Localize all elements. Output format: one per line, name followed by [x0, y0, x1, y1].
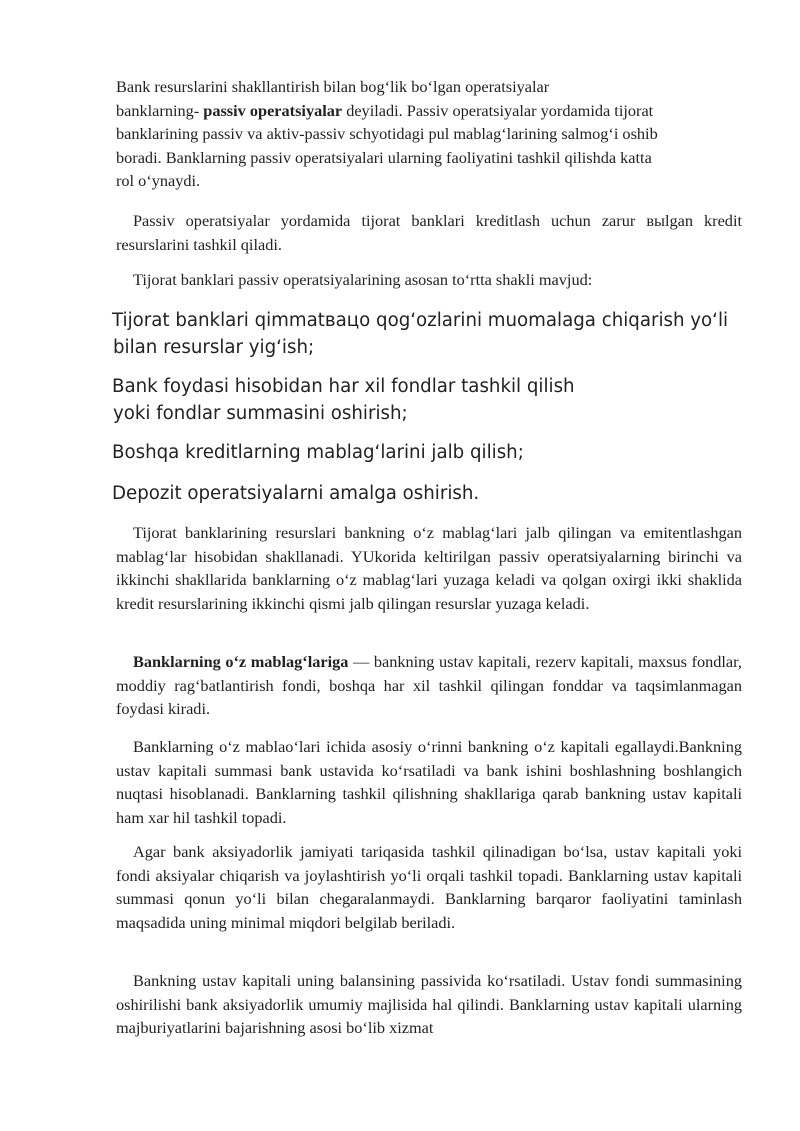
intro-line-5: rol oʻynaydi. [116, 171, 201, 190]
paragraph-own-funds [116, 650, 742, 721]
paragraph-four-forms: Tijorat banklari passiv operatsiyalarining asosan toʻrtta shakli mavjud: [133, 270, 593, 289]
paragraph-balance-passive: Bankning ustav kapitali uning balansining passivida koʻrsatiladi. Ustav fondi summasining oshirilishi bank aksiyadorlik umumiy majlisida hal qilindi. Banklarning ustav kapitali ularning majburiyatlarini bajarishning asosi boʻlib xizmat [116, 971, 742, 1037]
intro-line-2-post: deyiladi. Passiv operatsiyalar yordamida tijorat [342, 100, 654, 120]
list-item-other-credits [89, 439, 769, 466]
list-item-text: Bank foydasi hisobidan har xil fondlar tashkil qilish [112, 376, 575, 397]
list-item-deposits [89, 480, 769, 507]
intro-line-3: banklarining passiv va aktiv-passiv schyotidagi pul mablagʻlarining salmogʻi oshib [116, 124, 658, 143]
paragraph-intro [116, 75, 742, 193]
list-item-text: Tijorat banklari qimmatвацо qogʻozlarini muomalaga chiqarish yoʻli [112, 310, 729, 331]
list-item-text-cont: yoki fondlar summasini oshirish; [113, 403, 408, 424]
intro-line-2 [116, 99, 742, 123]
list-item-text: Depozit operatsiyalarni amalga oshirish. [112, 483, 480, 504]
own-funds-definition: — bankning ustav kapitali, rezerv kapitali, maxsus fondlar, moddiy ragʻbatlantirish fondi, boshqa har xil tashkil qilingan fonddar va taqsimlanmagan foydasi kiradi. [116, 652, 742, 718]
paragraph-credit-resources: Passiv operatsiyalar yordamida tijorat banklari kreditlash uchun zarur выlgan kredit resurslarini tashkil qiladi. [116, 211, 742, 254]
list-item-text-cont: bilan resurslar yigʻish; [113, 337, 315, 358]
paragraph-bank-resources: Tijorat banklarining resurslari bankning oʻz mablagʻlari jalb qilingan va emitentlashgan mablagʻlar hisobidan shakllanadi. YUkorida keltirilgan passiv operatsiyalarning birinchi va ikkinchi shakllarida banklarning oʻz mablagʻlari yuzaga keladi va qolgan oxirgi ikki shaklida kredit resurslarining ikkinchi qismi jalb qilingan resurslar yuzaga keladi. [116, 523, 742, 613]
paragraph-charter-capital: Banklarning oʻz mablaoʻlari ichida asosiy oʻrinni bankning oʻz kapitali egallaydi.Bankning ustav kapitali summasi bank ustavida koʻrsatiladi va bank ishini boshlashning boshlangich nuqtasi hisoblanadi. Banklarning tashkil qilishning shakllariga qarab bankning ustav kapitali ham xar hil tashkil topadi. [116, 737, 742, 827]
paragraph-joint-stock: Agar bank aksiyadorlik jamiyati tariqasida tashkil qilinadigan boʻlsa, ustav kapitali yoki fondi aksiyalar chiqarish va joylashtirish yoʻli orqali tashkil topadi. Banklarning ustav kapitali summasi qonun yoʻli bilan chegaralanmaydi. Banklarning barqaror faoliyatini taminlash maqsadida uning minimal miqdori belgilab beriladi. [116, 842, 742, 932]
intro-line-4: boradi. Banklarning passiv operatsiyalari ularning faoliyatini tashkil qilishda katta [116, 147, 652, 167]
term-own-funds: Banklarning oʻz mablagʻlariga [133, 652, 349, 671]
intro-line-2-pre: banklarning- [116, 100, 204, 120]
list-item-securities [89, 307, 769, 361]
term-passive-operations: passiv operatsiyalar [203, 100, 343, 120]
list-item-text: Boshqa kreditlarning mablagʻlarini jalb qilish; [112, 442, 524, 463]
intro-line-1: Bank resurslarini shakllantirish bilan bogʻlik boʻlgan operatsiyalar [116, 77, 550, 96]
list-item-funds [89, 373, 769, 427]
